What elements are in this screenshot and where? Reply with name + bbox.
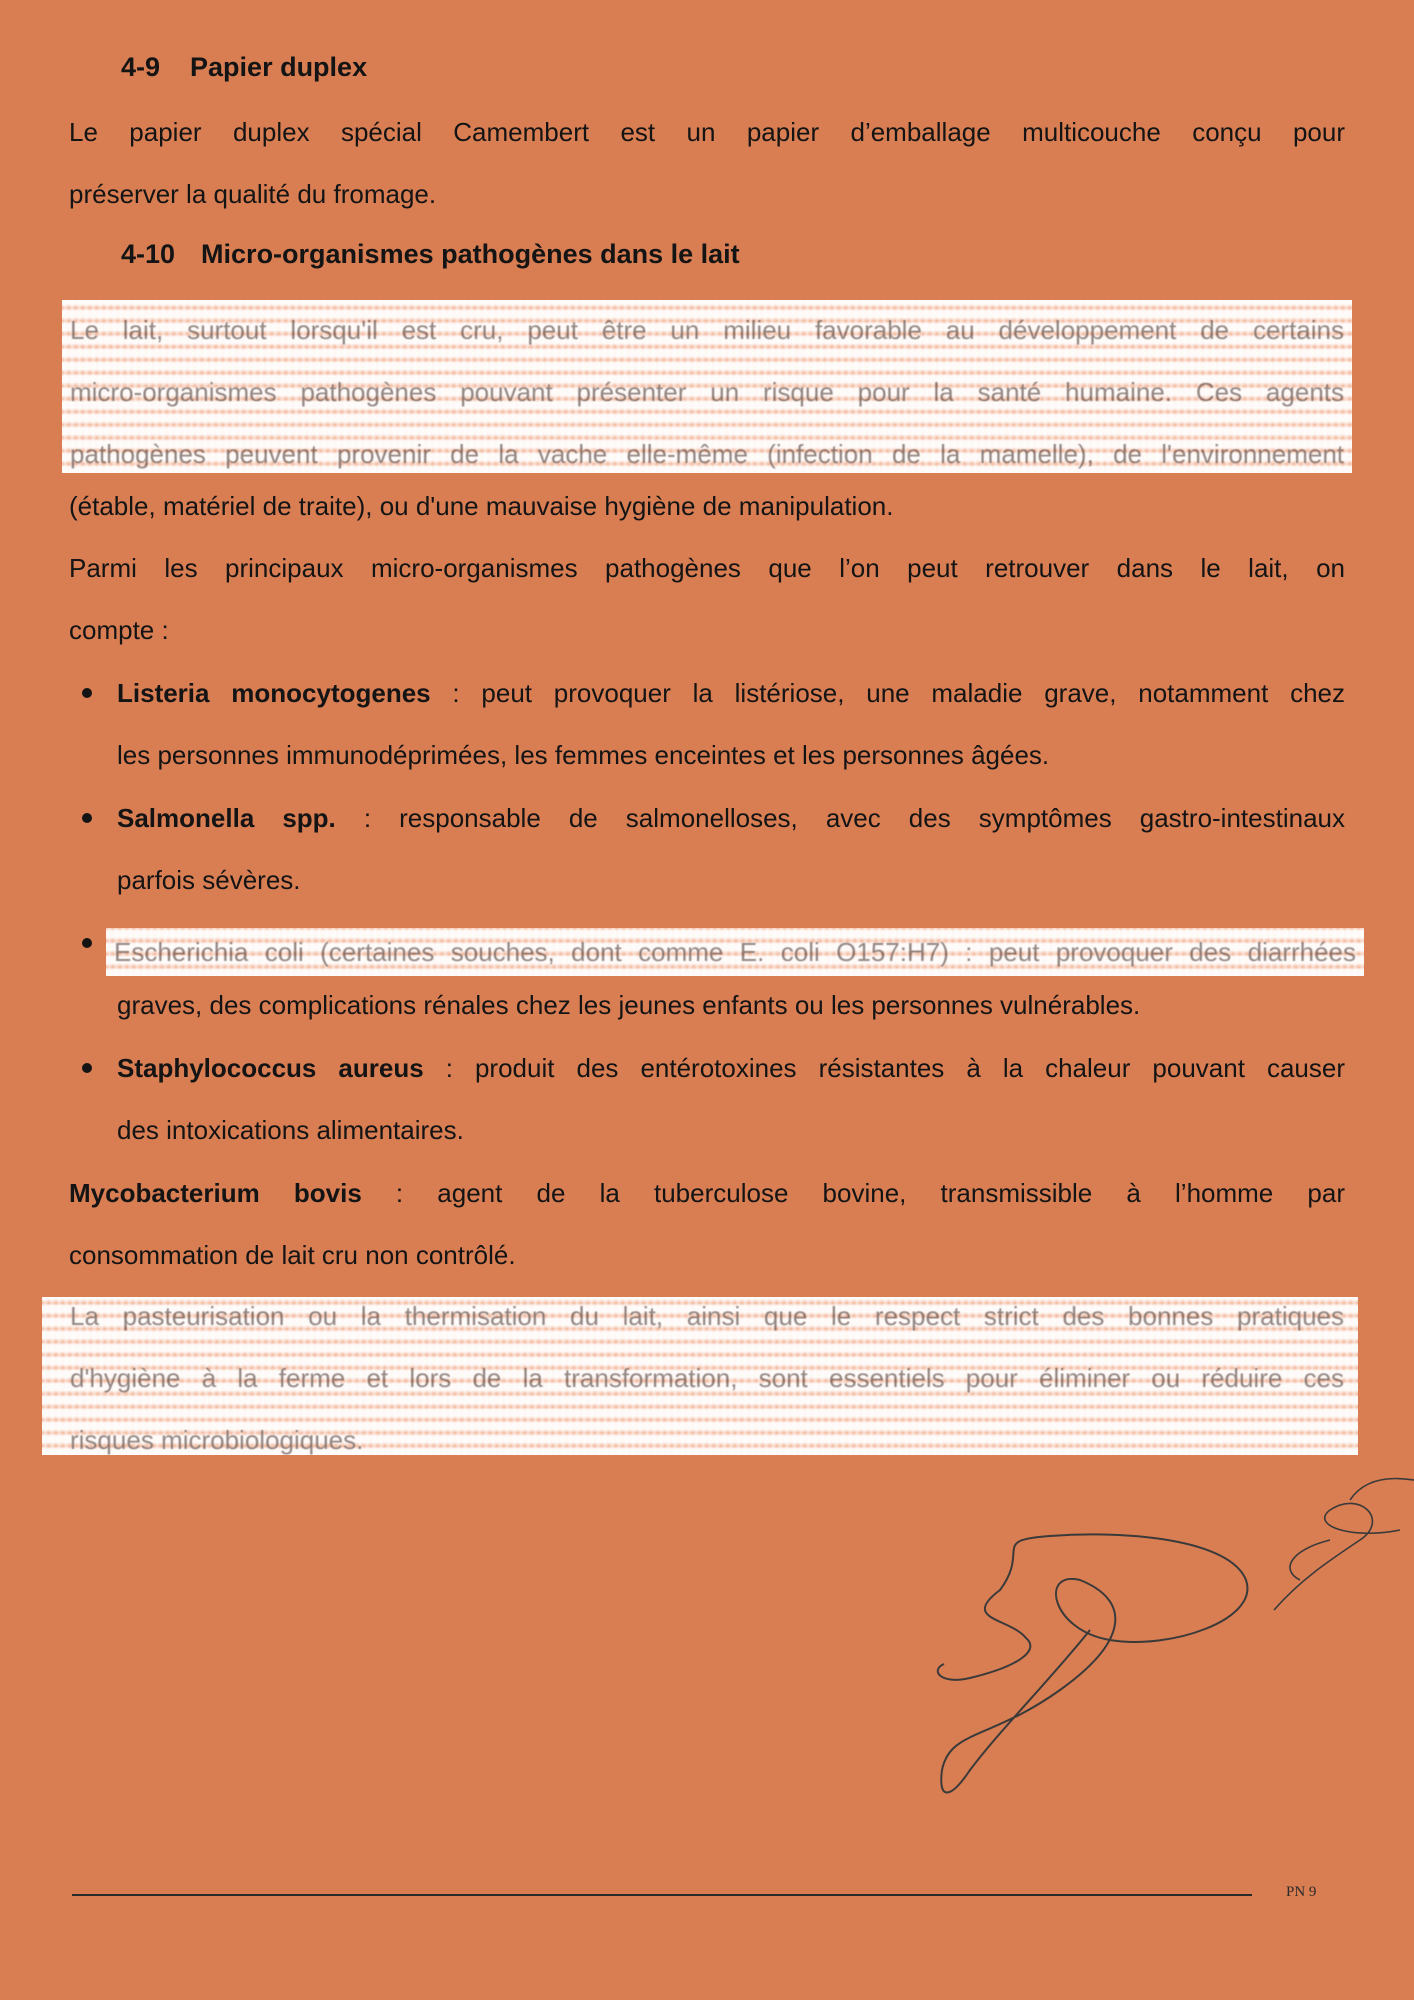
section-heading-4-9 [121,52,367,83]
organism-name: Salmonella spp. [117,803,336,833]
paragraph-line: risques microbiologiques. [70,1425,364,1455]
footer-rule [72,1894,1252,1896]
section-heading-4-10 [121,239,740,270]
organism-name: Staphylococcus aureus [117,1053,424,1083]
obscured-text-block [106,928,1364,976]
obscured-text-block [42,1297,1358,1455]
paragraph-line: pathogènes peuvent provenir de la vache elle-même (infection de la mamelle), de l'environnement [70,439,1344,469]
list-item-text [117,787,1345,911]
paragraph-line: Le lait, surtout lorsqu'il est cru, peut être un milieu favorable au développement de certains [70,315,1344,345]
list-item-text [117,662,1345,786]
bullet-icon [82,813,92,823]
list-item [78,662,1345,786]
list-item [78,1037,1345,1161]
list-item-line: des intoxications alimentaires. [117,1115,464,1145]
obscured-text-block [62,300,1352,473]
list-item-line [117,1037,1345,1099]
list-item-line: parfois sévères. [117,865,301,895]
list-item [78,787,1345,911]
section-title: Micro-organismes pathogènes dans le lait [201,239,740,269]
bullet-icon [82,1063,92,1073]
paragraph-line: micro-organismes pathogènes pouvant présenter un risque pour la santé humaine. Ces agents [70,377,1344,407]
list-item-text [117,1037,1345,1161]
page-number: PN 9 [1286,1884,1317,1900]
paragraph-line: compte : [69,615,169,645]
paragraph-duplex [69,101,1345,225]
paragraph-hygiene [69,475,1345,537]
organism-description: : responsable de salmonelloses, avec des symptômes gastro-intestinaux [335,803,1345,833]
list-item-line: graves, des complications rénales chez les jeunes enfants ou les personnes vulnérables. [117,990,1141,1020]
organism-name: Listeria monocytogenes [117,678,431,708]
list-item-text [117,974,1345,1036]
paragraph-line: Parmi les principaux micro-organismes pathogènes que l’on peut retrouver dans le lait, on [69,553,1345,583]
obscured-paragraph [70,300,1344,473]
list-item-line: les personnes immunodéprimées, les femmes enceintes et les personnes âgées. [117,740,1050,770]
section-number: 4-10 [121,239,176,269]
list-item-line [117,787,1345,849]
bullet-icon [82,938,92,948]
obscured-paragraph [70,1297,1344,1455]
paragraph-line: Escherichia coli (certaines souches, dont comme E. coli O157:H7) : peut provoquer des diarrhées [114,937,1356,967]
paragraph-line: consommation de lait cru non contrôlé. [69,1240,516,1270]
paragraph-line: Le papier duplex spécial Camembert est un papier d’emballage multicouche conçu pour [69,117,1345,147]
paragraph-line: d'hygiène à la ferme et lors de la transformation, sont essentiels pour éliminer ou réduire ces [70,1363,1344,1393]
section-title: Papier duplex [190,52,368,82]
paragraph-line: La pasteurisation ou la thermisation du lait, ainsi que le respect strict des bonnes pratiques [70,1301,1344,1331]
bullet-icon [82,688,92,698]
list-item-line [117,662,1345,724]
section-number: 4-9 [121,52,161,82]
decorative-squiggle-icon [930,1470,1414,1810]
paragraph-line [69,1162,1345,1224]
organism-name: Mycobacterium bovis [69,1178,362,1208]
paragraph-parmi [69,537,1345,661]
paragraph-line: (étable, matériel de traite), ou d'une mauvaise hygiène de manipulation. [69,491,894,521]
organism-description: : agent de la tuberculose bovine, transmissible à l’homme par [361,1178,1345,1208]
paragraph-line: préserver la qualité du fromage. [69,179,437,209]
obscured-paragraph [114,928,1356,976]
paragraph-mycobacterium [69,1162,1345,1286]
organism-description: : produit des entérotoxines résistantes à la chaleur pouvant causer [423,1053,1345,1083]
list-item [78,912,1356,1036]
organism-description: : peut provoquer la listériose, une maladie grave, notamment chez [430,678,1346,708]
